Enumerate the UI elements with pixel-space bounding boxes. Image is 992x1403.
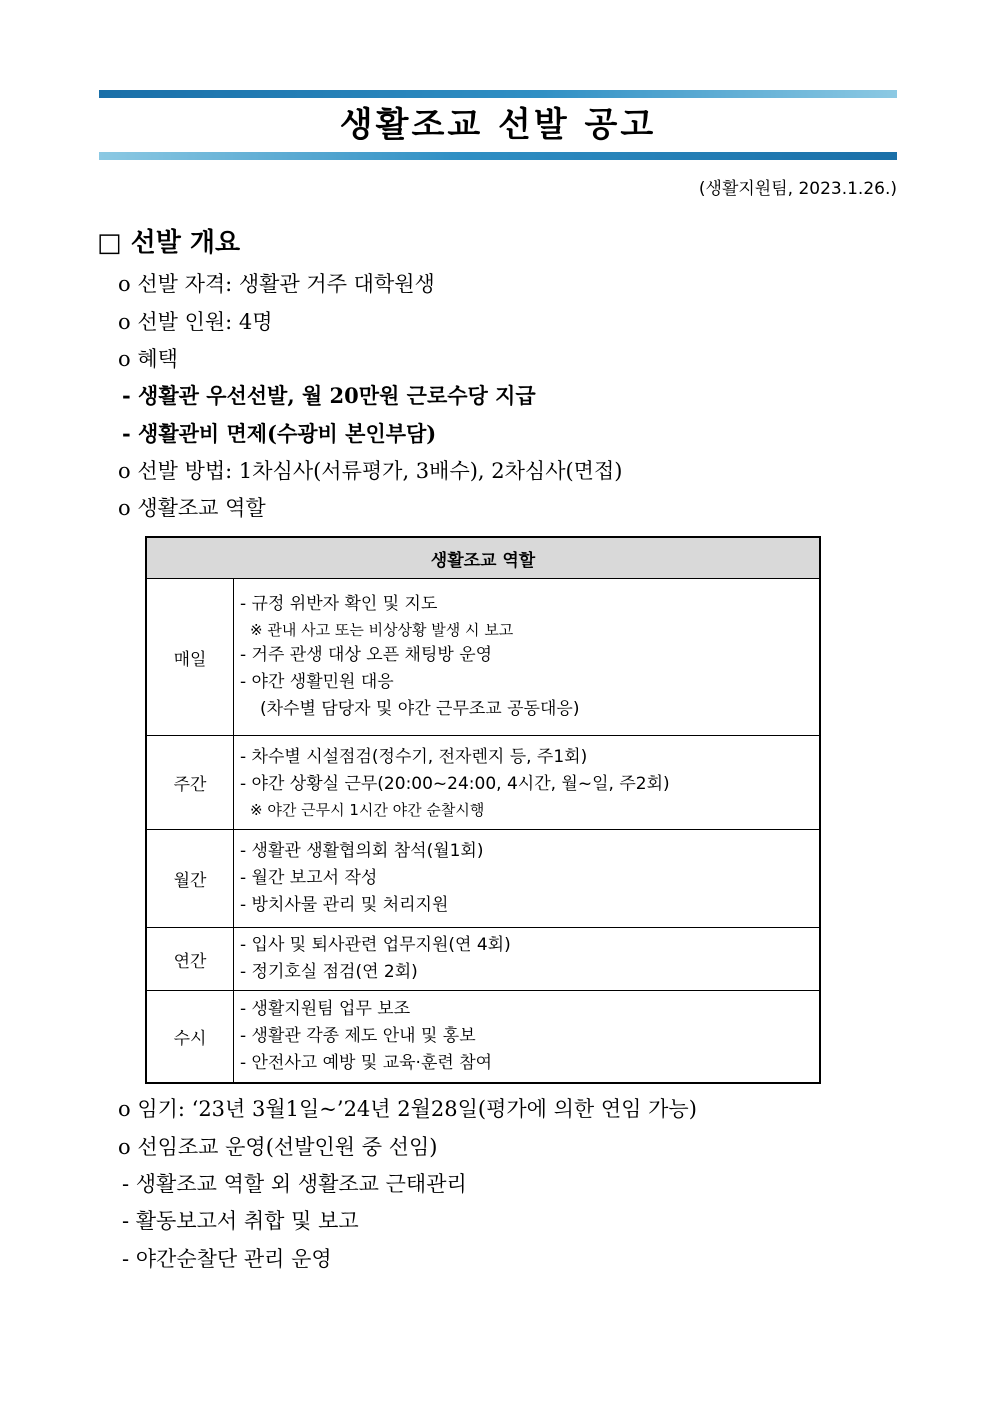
section-heading: □ 선발 개요	[97, 228, 241, 258]
table-row	[146, 579, 820, 736]
category-cell: 연간	[146, 928, 234, 991]
senior-item: - 야간순찰단 관리 운영	[122, 1247, 332, 1271]
overview-role: o 생활조교 역할	[118, 496, 266, 520]
senior-line: o 선임조교 운영(선발인원 중 선임)	[118, 1135, 438, 1159]
role-item: - 규정 위반자 확인 및 지도	[240, 594, 438, 614]
overview-benefits: o 혜택	[118, 347, 178, 371]
role-item: - 거주 관생 대상 오픈 채팅방 운영	[240, 645, 493, 665]
role-item: - 생활지원팀 업무 보조	[240, 998, 411, 1019]
category-cell: 수시	[146, 991, 234, 1083]
role-note: ※ 야간 근무시 1시간 야간 순찰시행	[250, 800, 485, 819]
role-item: - 입사 및 퇴사관련 업무지원(연 4회)	[240, 935, 511, 955]
role-item: - 월간 보고서 작성	[240, 868, 378, 888]
description-cell	[234, 830, 821, 928]
role-item: - 차수별 시설점검(정수기, 전자렌지 등, 주1회)	[240, 746, 588, 767]
category-cell: 매일	[146, 579, 234, 736]
description-cell	[234, 991, 821, 1083]
table-row	[146, 736, 820, 830]
overview-count: o 선발 인원: 4명	[118, 310, 273, 334]
role-note: ※ 관내 사고 또는 비상상황 발생 시 보고	[250, 621, 514, 639]
role-item: - 야간 상황실 근무(20:00~24:00, 4시간, 월~일, 주2회)	[240, 773, 670, 794]
role-item: - 안전사고 예방 및 교육·훈련 참여	[240, 1052, 493, 1073]
benefit-item: - 생활관 우선선발, 월 20만원 근로수당 지급	[122, 383, 536, 408]
benefit-item: - 생활관비 면제(수광비 본인부담)	[122, 421, 437, 446]
role-item: - 생활관 각종 제도 안내 및 홍보	[240, 1025, 476, 1046]
overview-qualification: o 선발 자격: 생활관 거주 대학원생	[118, 272, 435, 296]
description-cell	[234, 736, 821, 830]
description-cell	[234, 579, 821, 736]
page-title: 생활조교 선발 공고	[339, 105, 657, 145]
role-item: - 방치사물 관리 및 처리지원	[240, 895, 449, 915]
table-row	[146, 928, 820, 991]
category-cell: 월간	[146, 830, 234, 928]
title-bar-bottom	[99, 152, 897, 160]
table-header-row	[146, 537, 820, 579]
table-row	[146, 991, 820, 1083]
role-item: - 야간 생활민원 대응	[240, 672, 394, 692]
role-item: - 생활관 생활협의회 참석(월1회)	[240, 841, 484, 861]
title-bar-top	[99, 90, 897, 98]
table-row	[146, 830, 820, 928]
senior-item: - 활동보고서 취합 및 보고	[122, 1209, 359, 1233]
senior-item: - 생활조교 역할 외 생활조교 근태관리	[122, 1172, 467, 1196]
roles-table	[145, 536, 821, 1084]
role-item: (차수별 담당자 및 야간 근무조교 공동대응)	[260, 699, 580, 719]
description-cell	[234, 928, 821, 991]
role-item: - 정기호실 점검(연 2회)	[240, 962, 418, 982]
table-header: 생활조교 역할	[146, 537, 820, 579]
dateline: (생활지원팀, 2023.1.26.)	[698, 179, 897, 199]
overview-method: o 선발 방법: 1차심사(서류평가, 3배수), 2차심사(면접)	[118, 459, 623, 483]
term-line: o 임기: ‘23년 3월1일~’24년 2월28일(평가에 의한 연임 가능)	[118, 1097, 697, 1121]
category-cell: 주간	[146, 736, 234, 830]
